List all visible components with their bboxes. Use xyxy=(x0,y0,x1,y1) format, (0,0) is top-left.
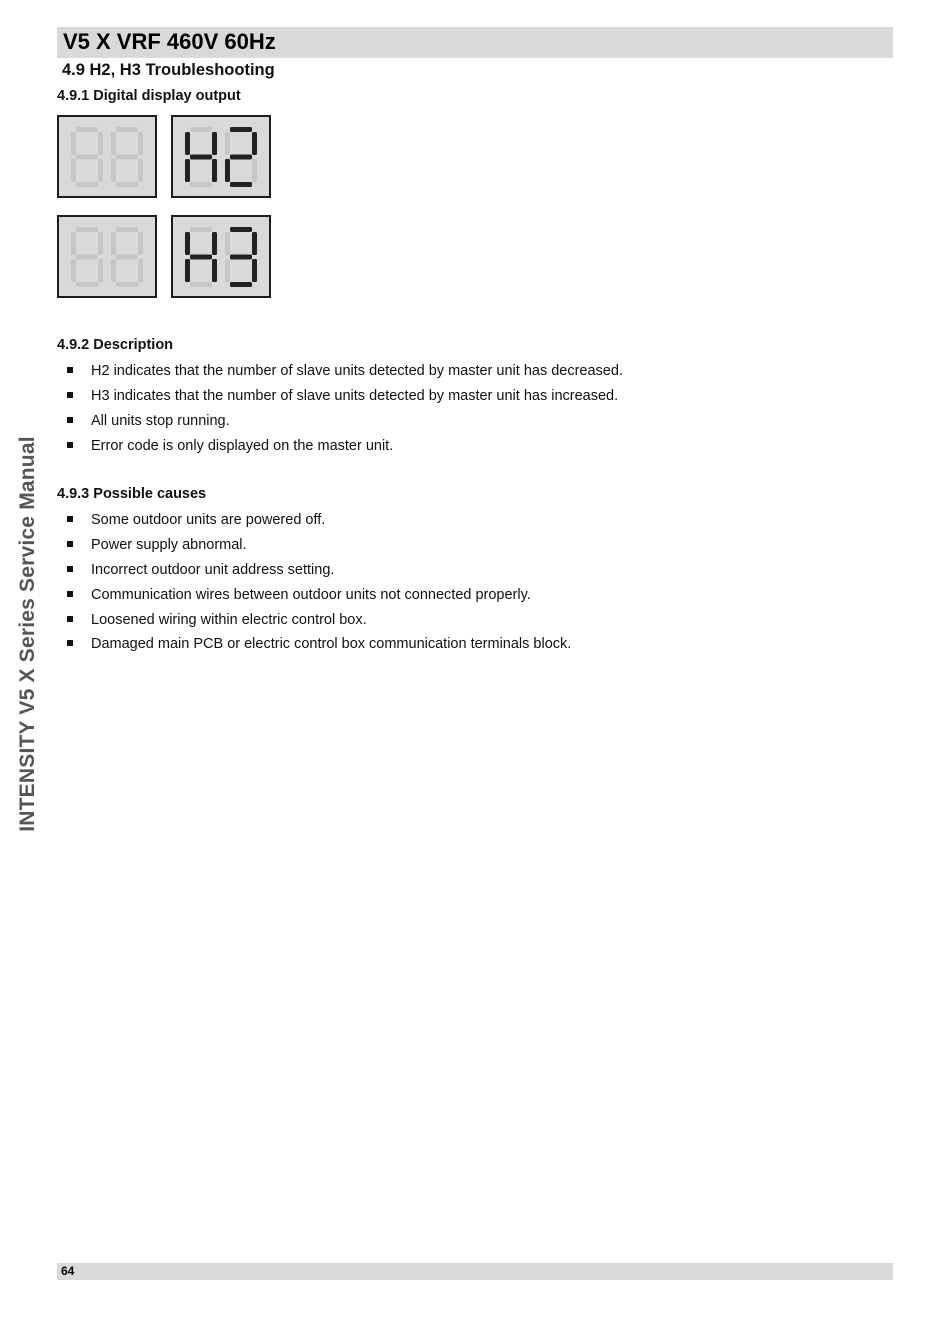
bullet-square-icon xyxy=(67,516,73,522)
segment-g-on xyxy=(230,255,252,260)
section-title: 4.9 H2, H3 Troubleshooting xyxy=(62,61,275,79)
blank-display-h2 xyxy=(57,115,157,198)
bullet-square-icon xyxy=(67,591,73,597)
possible-causes-heading: 4.9.3 Possible causes xyxy=(57,486,207,502)
segment-g-off xyxy=(76,255,98,260)
possible-causes-list xyxy=(66,511,571,660)
segment-c-on xyxy=(212,259,217,282)
list-item xyxy=(66,387,623,412)
segment-f-off xyxy=(71,232,76,255)
segment-e-on xyxy=(185,259,190,282)
bullet-square-icon xyxy=(67,566,73,572)
segment-c-off xyxy=(252,159,257,182)
segment-b-on xyxy=(252,132,257,155)
side-manual-title: INTENSITY V5 X Series Service Manual xyxy=(16,436,39,832)
code-display-h3-digits xyxy=(173,217,269,296)
segment-c-off xyxy=(138,159,143,182)
list-item-text: Communication wires between outdoor units not connected properly. xyxy=(91,586,531,603)
segment-b-off xyxy=(98,132,103,155)
segment-g-on xyxy=(190,155,212,160)
bullet-square-icon xyxy=(67,367,73,373)
segment-f-off xyxy=(111,232,116,255)
list-item-text: Damaged main PCB or electric control box communication terminals block. xyxy=(91,636,572,653)
segment-c-on xyxy=(252,259,257,282)
segment-e-off xyxy=(111,259,116,282)
bullet-square-icon xyxy=(67,392,73,398)
code-display-h2-digits xyxy=(173,117,269,196)
description-list xyxy=(66,362,623,462)
bullet-square-icon xyxy=(67,417,73,423)
segment-b-off xyxy=(98,232,103,255)
list-item-text: Error code is only displayed on the master unit. xyxy=(91,437,394,454)
list-item-text: Incorrect outdoor unit address setting. xyxy=(91,561,335,578)
segment-g-off xyxy=(116,255,138,260)
segment-b-on xyxy=(252,232,257,255)
list-item-text: Some outdoor units are powered off. xyxy=(91,512,326,528)
bullet-square-icon xyxy=(67,541,73,547)
list-item-text: H3 indicates that the number of slave units detected by master unit has increased. xyxy=(91,387,619,404)
segment-b-off xyxy=(138,132,143,155)
document-title: V5 X VRF 460V 60Hz xyxy=(63,29,276,54)
bullet-square-icon xyxy=(67,616,73,622)
list-item-text: Power supply abnormal. xyxy=(91,536,247,553)
segment-a-off xyxy=(190,227,212,232)
segment-d-off xyxy=(76,282,98,287)
segment-g-on xyxy=(190,255,212,260)
bullet-square-icon xyxy=(67,442,73,448)
list-item xyxy=(66,561,571,586)
blank-display-h3 xyxy=(57,215,157,298)
segment-a-off xyxy=(190,127,212,132)
segment-c-off xyxy=(98,259,103,282)
segment-e-on xyxy=(185,159,190,182)
list-item-text: All units stop running. xyxy=(91,412,230,429)
list-item xyxy=(66,362,623,387)
segment-b-on xyxy=(212,232,217,255)
list-item xyxy=(66,611,571,636)
list-item xyxy=(66,511,571,536)
segment-b-off xyxy=(138,232,143,255)
list-item xyxy=(66,437,623,462)
segment-e-on xyxy=(225,159,230,182)
segment-e-off xyxy=(71,159,76,182)
display-output-heading: 4.9.1 Digital display output xyxy=(57,88,241,104)
blank-display-h2-digits xyxy=(59,117,155,196)
segment-a-off xyxy=(116,127,138,132)
segment-e-off xyxy=(225,259,230,282)
segment-f-off xyxy=(225,232,230,255)
segment-f-off xyxy=(225,132,230,155)
segment-d-on xyxy=(230,182,252,187)
list-item-text: H2 indicates that the number of slave units detected by master unit has decreased. xyxy=(91,363,623,379)
segment-f-on xyxy=(185,232,190,255)
segment-a-on xyxy=(230,227,252,232)
list-item-text: Loosened wiring within electric control box. xyxy=(91,611,367,628)
list-item xyxy=(66,635,571,660)
code-display-h2 xyxy=(171,115,271,198)
list-item xyxy=(66,412,623,437)
segment-c-on xyxy=(212,159,217,182)
segment-a-off xyxy=(116,227,138,232)
segment-a-on xyxy=(230,127,252,132)
segment-d-off xyxy=(190,182,212,187)
segment-c-off xyxy=(98,159,103,182)
blank-display-h3-digits xyxy=(59,217,155,296)
list-item xyxy=(66,536,571,561)
segment-d-off xyxy=(190,282,212,287)
segment-f-off xyxy=(71,132,76,155)
segment-d-off xyxy=(116,182,138,187)
segment-g-on xyxy=(230,155,252,160)
segment-a-off xyxy=(76,227,98,232)
segment-d-off xyxy=(116,282,138,287)
segment-a-off xyxy=(76,127,98,132)
segment-d-off xyxy=(76,182,98,187)
bullet-square-icon xyxy=(67,640,73,646)
segment-d-on xyxy=(230,282,252,287)
segment-g-off xyxy=(76,155,98,160)
footer-bar xyxy=(57,1263,893,1280)
segment-b-on xyxy=(212,132,217,155)
list-item xyxy=(66,586,571,611)
segment-g-off xyxy=(116,155,138,160)
code-display-h3 xyxy=(171,215,271,298)
segment-c-off xyxy=(138,259,143,282)
segment-e-off xyxy=(71,259,76,282)
segment-f-off xyxy=(111,132,116,155)
segment-f-on xyxy=(185,132,190,155)
description-heading: 4.9.2 Description xyxy=(57,337,174,353)
page-number: 64 xyxy=(61,1264,75,1278)
header-bar xyxy=(57,27,893,58)
segment-e-off xyxy=(111,159,116,182)
